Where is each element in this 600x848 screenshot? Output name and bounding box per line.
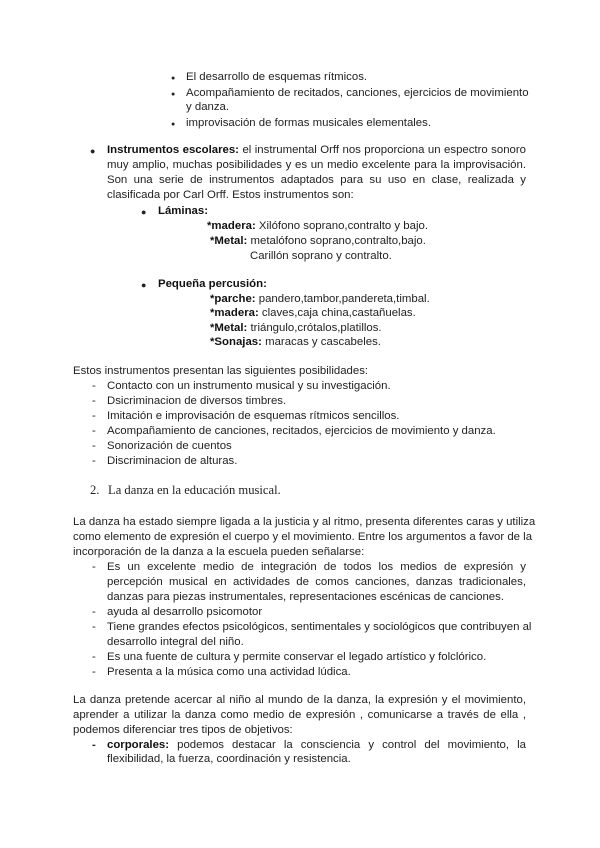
instrumentos-label: Instrumentos escolares: [107,144,239,156]
percusion-item-label: *parche: [210,293,256,305]
posibilidad-item: Sonorización de cuentos [107,440,232,452]
danza-item-cont: percepción musical en actividades de comos canciones, danzas tradicionales, [107,576,526,588]
dash-marker: - [92,666,96,678]
dash-marker: - [92,380,96,392]
danza-item: Es una fuente de cultura y permite conservar el legado artístico y folclórico. [107,651,487,663]
percusion-item [210,321,382,336]
danza-para-line: La danza ha estado siempre ligada a la justicia y al ritmo, presenta diferentes caras y utiliza [73,516,536,528]
instrumentos-line-3: Son una serie de instrumentos adaptados para su uso en clase, realizada y [107,174,526,186]
dash-marker: - [92,606,96,618]
objetivos-line: aprender a utilizar la danza como medio de expresión , comunicarse a través de ella , [73,709,526,721]
posibilidad-item: Discriminacion de alturas. [107,455,238,467]
corporales-label: corporales: [107,739,170,751]
dash-marker: - [92,739,96,751]
bullet-icon: ● [90,146,96,156]
intro-bullet-2-cont: y danza. [186,101,230,113]
danza-item-cont: danzas para piezas instrumentales, representaciones escénicas de canciones. [107,591,505,603]
percusion-item-text: claves,caja china,castañuelas. [261,307,416,319]
laminas-madera-label: *madera: [207,220,256,232]
bullet-icon: ● [171,121,176,128]
intro-bullet-2: Acompañamiento de recitados, canciones, ejercicios de movimiento [186,87,529,99]
posibilidades-intro: Estos instrumentos presentan las siguientes posibilidades: [73,365,369,377]
danza-item: Es un excelente medio de integración de todos los medios de expresión y [107,561,526,573]
corporales-line-2: flexibilidad, la fuerza, coordinación y resistencia. [107,753,351,765]
posibilidad-item: Contacto con un instrumento musical y su investigación. [107,380,391,392]
intro-bullet-1: El desarrollo de esquemas rítmicos. [186,71,368,83]
corporales-text: podemos destacar la consciencia y control del movimiento, la [177,739,526,751]
laminas-madera [207,219,428,234]
bullet-icon: ● [141,280,147,290]
danza-item: Presenta a la música como una actividad lúdica. [107,666,351,678]
bullet-icon: ● [171,75,176,82]
percusion-item-label: *Sonajas: [210,336,262,348]
posibilidad-item: Imitación e improvisación de esquemas rítmicos sencillos. [107,410,400,422]
percusion-item-text: triángulo,crótalos,platillos. [250,322,382,334]
posibilidad-item: Acompañamiento de canciones, recitados, ejercicios de movimiento y danza. [107,425,496,437]
dash-marker: - [92,621,96,633]
percusion-item-label: *madera: [210,307,259,319]
dash-marker: - [92,440,96,452]
danza-para-line: incorporación de la danza a la escuela pueden señalarse: [73,546,365,558]
laminas-metal-text: metalófono soprano,contralto,bajo. [250,235,426,247]
percusion-item [210,292,430,307]
danza-item: Tiene grandes efectos psicológicos, sentimentales y sociológicos que contribuyen al [107,621,532,633]
dash-marker: - [92,455,96,467]
percusion-label: Pequeña percusión: [158,278,267,290]
dash-marker: - [92,425,96,437]
danza-item: ayuda al desarrollo psicomotor [107,606,263,618]
section-number: 2. [90,483,100,497]
percusion-item-text: maracas y cascabeles. [265,336,381,348]
dash-marker: - [92,395,96,407]
danza-para-line: como elemento de expresión el cuerpo y el movimiento. Entre los argumentos a favor de la [73,531,533,543]
bullet-icon: ● [141,207,147,217]
instrumentos-text-1: el instrumental Orff nos proporciona un espectro sonoro [242,144,527,156]
laminas-madera-text: Xilófono soprano,contralto y bajo. [258,220,428,232]
percusion-item [210,306,416,321]
laminas-metal-label: *Metal: [210,235,248,247]
instrumentos-line-1 [107,143,526,158]
laminas-metal-cont: Carillón soprano y contralto. [250,250,392,262]
danza-item-cont: desarrollo integral del niño. [107,636,244,648]
posibilidad-item: Dsicriminacion de diversos timbres. [107,395,287,407]
objetivos-line: podemos diferenciar tres tipos de objetivos: [73,724,293,736]
intro-bullet-3: improvisación de formas musicales elementales. [186,117,431,129]
laminas-label: Láminas: [158,205,209,217]
dash-marker: - [92,651,96,663]
corporales-line-1 [107,738,526,753]
section-title: La danza en la educación musical. [108,483,281,497]
instrumentos-line-2: muy amplio, muchas posibilidades y es un medio excelente para la improvisación. [107,159,526,171]
instrumentos-line-4: clasificada por Carl Orff. Estos instrumentos son: [107,189,354,201]
objetivos-line: La danza pretende acercar al niño al mundo de la danza, la expresión y el movimiento, [73,694,526,706]
percusion-item [210,335,381,350]
laminas-metal [210,234,426,249]
bullet-icon: ● [171,91,176,98]
dash-marker: - [92,561,96,573]
percusion-item-label: *Metal: [210,322,248,334]
dash-marker: - [92,410,96,422]
percusion-item-text: pandero,tambor,pandereta,timbal. [258,293,430,305]
